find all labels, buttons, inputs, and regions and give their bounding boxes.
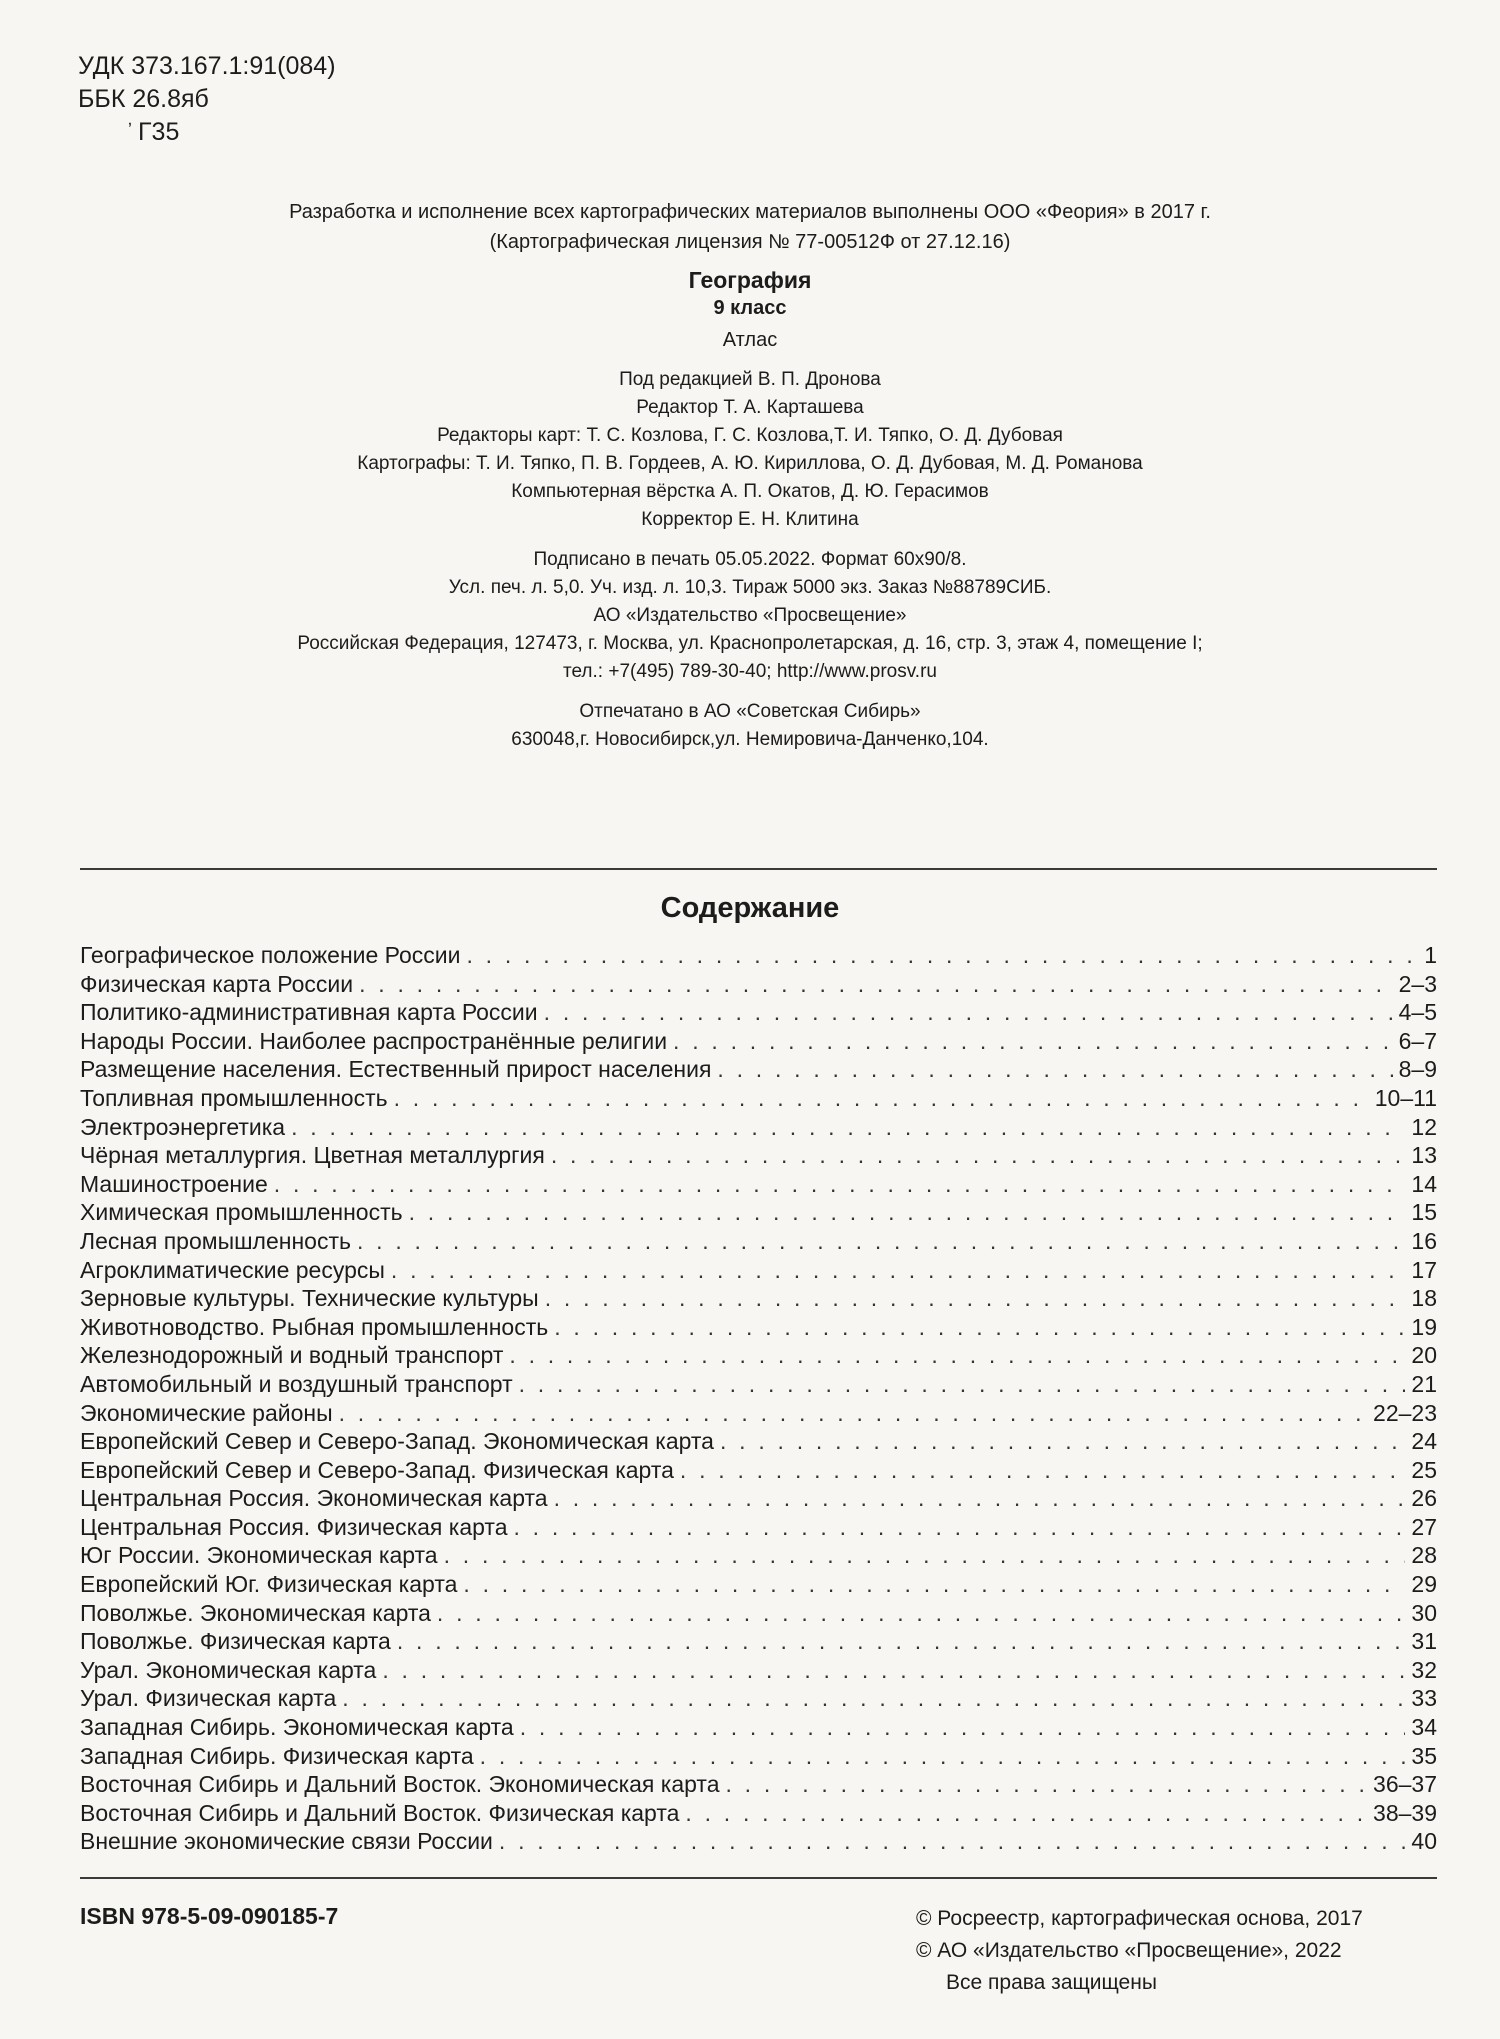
toc-entry-pages: 25	[1411, 1456, 1437, 1483]
toc-entry-label: Центральная Россия. Экономическая карта	[80, 1485, 548, 1512]
toc-entry	[80, 1399, 1437, 1428]
toc-entry	[80, 1541, 1437, 1570]
toc-leader-dots	[467, 941, 1419, 970]
map-editors: Редакторы карт: Т. С. Козлова, Г. С. Козлова,Т. И. Тяпко, О. Д. Дубовая	[437, 425, 1063, 446]
toc-leader-dots	[394, 1084, 1369, 1113]
toc-entry-label: Экономические районы	[80, 1399, 333, 1426]
toc-leader-dots	[519, 1370, 1406, 1399]
toc-entry	[80, 1055, 1437, 1084]
cartographers: Картографы: Т. И. Тяпко, П. В. Гордеев, А. Ю. Кириллова, О. Д. Дубовая, М. Д. Романова	[357, 453, 1143, 474]
toc-entry	[80, 1713, 1437, 1742]
toc-entry-pages: 6–7	[1398, 1027, 1437, 1054]
toc-entry-label: Зерновые культуры. Технические культуры	[80, 1285, 539, 1312]
toc-entry-label: Урал. Экономическая карта	[80, 1656, 377, 1683]
general-editor: Под редакцией В. П. Дронова	[619, 369, 881, 390]
toc-leader-dots	[359, 970, 1393, 999]
toc-entry-pages: 1	[1424, 942, 1437, 968]
toc-entry	[80, 941, 1437, 970]
toc-entry-pages: 13	[1411, 1142, 1437, 1169]
toc-entry-label: Машиностроение	[80, 1170, 268, 1197]
toc-leader-dots	[409, 1198, 1406, 1227]
toc-entry-pages: 2–3	[1398, 970, 1437, 997]
divider-bottom	[80, 1877, 1437, 1879]
toc-leader-dots	[544, 998, 1393, 1027]
toc-entry-label: Внешние экономические связи России	[80, 1828, 493, 1855]
printer-address: 630048,г. Новосибирск,ул. Немировича-Данченко,104.	[511, 729, 989, 750]
toc-entry-label: Железнодорожный и водный транспорт	[80, 1342, 504, 1369]
toc-entry-pages: 31	[1411, 1628, 1437, 1655]
toc-entry-pages: 40	[1411, 1828, 1437, 1855]
toc-entry	[80, 1227, 1437, 1256]
toc-entry-label: Электроэнергетика	[80, 1113, 286, 1140]
toc-entry-label: Поволжье. Экономическая карта	[80, 1599, 431, 1626]
toc-leader-dots	[480, 1742, 1406, 1771]
toc-entry	[80, 970, 1437, 999]
toc-entry	[80, 1170, 1437, 1199]
rights-reserved: Все права защищены	[946, 1971, 1157, 1994]
toc-entry-label: Народы России. Наиболее распространённые религии	[80, 1027, 668, 1054]
book-title: География	[688, 267, 812, 293]
bbk-code: ББК 26.8яб	[78, 85, 209, 113]
toc-entry-pages: 14	[1411, 1170, 1437, 1197]
layout-credits: Компьютерная вёрстка А. П. Окатов, Д. Ю. Герасимов	[511, 481, 989, 502]
toc-entry-pages: 22–23	[1373, 1399, 1437, 1426]
toc-entry-pages: 8–9	[1398, 1056, 1437, 1083]
spacer	[0, 534, 1500, 546]
author-mark-code: Г35	[138, 118, 180, 146]
toc-entry	[80, 1027, 1437, 1056]
toc-leader-dots	[685, 1799, 1367, 1828]
table-of-contents	[80, 941, 1437, 1856]
publisher-contacts: тел.: +7(495) 789-30-40; http://www.prosv.ru	[563, 661, 937, 682]
toc-entry-label: Европейский Север и Северо-Запад. Экономическая карта	[80, 1428, 714, 1455]
publisher-name: АО «Издательство «Просвещение»	[593, 605, 907, 626]
editor: Редактор Т. А. Карташева	[636, 397, 864, 418]
toc-entry-label: Восточная Сибирь и Дальний Восток. Физическая карта	[80, 1799, 680, 1826]
cartography-note: Разработка и исполнение всех картографических материалов выполнены ООО «Феория» в 2017 г.	[289, 201, 1211, 223]
toc-entry-pages: 16	[1411, 1227, 1437, 1254]
toc-leader-dots	[357, 1227, 1405, 1256]
author-mark-sign: ʼ	[128, 120, 132, 140]
toc-leader-dots	[509, 1341, 1405, 1370]
toc-leader-dots	[717, 1055, 1392, 1084]
toc-entry-pages: 17	[1411, 1256, 1437, 1283]
toc-entry-pages: 26	[1411, 1485, 1437, 1512]
toc-entry-label: Западная Сибирь. Физическая карта	[80, 1742, 474, 1769]
toc-entry-label: Политико-административная карта России	[80, 999, 538, 1026]
toc-entry-pages: 32	[1411, 1656, 1437, 1683]
toc-entry	[80, 1513, 1437, 1542]
toc-leader-dots	[342, 1684, 1405, 1713]
toc-entry-pages: 24	[1411, 1428, 1437, 1455]
toc-entry-pages: 27	[1411, 1513, 1437, 1540]
cartography-license: (Картографическая лицензия № 77-00512Ф от 27.12.16)	[489, 231, 1011, 253]
toc-entry	[80, 1570, 1437, 1599]
toc-entry-pages: 30	[1411, 1599, 1437, 1626]
toc-entry	[80, 1141, 1437, 1170]
toc-entry-pages: 19	[1411, 1313, 1437, 1340]
toc-entry-label: Химическая промышленность	[80, 1199, 403, 1226]
toc-entry-pages: 34	[1411, 1714, 1437, 1741]
toc-leader-dots	[551, 1141, 1406, 1170]
toc-entry-label: Восточная Сибирь и Дальний Восток. Экономическая карта	[80, 1771, 720, 1798]
toc-entry-pages: 4–5	[1398, 999, 1437, 1026]
copyright-block	[916, 1903, 1363, 1999]
toc-leader-dots	[554, 1313, 1405, 1342]
toc-entry-pages: 15	[1411, 1199, 1437, 1226]
toc-leader-dots	[520, 1713, 1406, 1742]
toc-leader-dots	[339, 1399, 1367, 1428]
toc-leader-dots	[444, 1541, 1406, 1570]
toc-entry-label: Животноводство. Рыбная промышленность	[80, 1313, 549, 1340]
toc-entry-label: Урал. Физическая карта	[80, 1685, 337, 1712]
toc-entry	[80, 1113, 1437, 1142]
toc-leader-dots	[720, 1427, 1405, 1456]
divider-top	[80, 868, 1437, 870]
toc-leader-dots	[391, 1256, 1406, 1285]
toc-leader-dots	[291, 1113, 1405, 1142]
toc-leader-dots	[499, 1827, 1406, 1856]
book-grade: 9 класс	[713, 297, 787, 319]
toc-entry	[80, 1770, 1437, 1799]
toc-entry	[80, 998, 1437, 1027]
toc-leader-dots	[437, 1599, 1405, 1628]
toc-leader-dots	[274, 1170, 1406, 1199]
publisher-address: Российская Федерация, 127473, г. Москва, ул. Краснопролетарская, д. 16, стр. 3, этаж 4, помещение I;	[297, 633, 1203, 654]
toc-entry	[80, 1084, 1437, 1113]
toc-entry	[80, 1256, 1437, 1285]
toc-entry	[80, 1456, 1437, 1485]
toc-entry	[80, 1742, 1437, 1771]
toc-entry	[80, 1427, 1437, 1456]
toc-entry	[80, 1627, 1437, 1656]
spacer	[0, 686, 1500, 698]
toc-entry	[80, 1827, 1437, 1856]
udk-code: УДК 373.167.1:91(084)	[78, 52, 336, 80]
toc-leader-dots	[673, 1027, 1393, 1056]
toc-entry-pages: 35	[1411, 1742, 1437, 1769]
toc-leader-dots	[397, 1627, 1406, 1656]
toc-leader-dots	[545, 1284, 1406, 1313]
imprint-block	[0, 197, 1500, 754]
toc-entry-pages: 10–11	[1374, 1084, 1437, 1111]
printer-name: Отпечатано в АО «Советская Сибирь»	[579, 701, 921, 722]
toc-entry-pages: 28	[1411, 1542, 1437, 1569]
toc-entry-pages: 38–39	[1373, 1799, 1437, 1826]
toc-entry-label: Лесная промышленность	[80, 1227, 351, 1254]
print-specs: Усл. печ. л. 5,0. Уч. изд. л. 10,3. Тираж 5000 экз. Заказ №88789СИБ.	[448, 577, 1052, 598]
toc-entry	[80, 1313, 1437, 1342]
toc-entry-label: Чёрная металлургия. Цветная металлургия	[80, 1142, 545, 1169]
toc-leader-dots	[514, 1513, 1406, 1542]
toc-entry-pages: 12	[1411, 1113, 1437, 1140]
signed-to-print: Подписано в печать 05.05.2022. Формат 60x90/8.	[533, 549, 967, 570]
toc-leader-dots	[382, 1656, 1405, 1685]
toc-entry-pages: 33	[1411, 1685, 1437, 1712]
proofreader: Корректор Е. Н. Клитина	[641, 509, 859, 530]
toc-entry-label: Европейский Юг. Физическая карта	[80, 1571, 458, 1598]
toc-entry-label: Размещение населения. Естественный прирост населения	[80, 1056, 712, 1083]
toc-entry-pages: 36–37	[1373, 1771, 1437, 1798]
toc-entry-pages: 18	[1411, 1285, 1437, 1312]
toc-entry-label: Центральная Россия. Физическая карта	[80, 1513, 508, 1540]
toc-title: Содержание	[660, 892, 840, 924]
toc-entry-label: Автомобильный и воздушный транспорт	[80, 1370, 513, 1397]
toc-entry-pages: 21	[1411, 1370, 1437, 1397]
toc-entry-label: Поволжье. Физическая карта	[80, 1628, 391, 1655]
toc-entry-pages: 20	[1411, 1342, 1437, 1369]
toc-entry	[80, 1484, 1437, 1513]
toc-entry	[80, 1656, 1437, 1685]
copyright-publisher: © АО «Издательство «Просвещение», 2022	[916, 1939, 1342, 1962]
bibliographic-codes	[78, 50, 336, 149]
toc-leader-dots	[680, 1456, 1406, 1485]
author-mark	[78, 116, 336, 149]
toc-entry	[80, 1799, 1437, 1828]
toc-entry	[80, 1198, 1437, 1227]
toc-entry	[80, 1599, 1437, 1628]
copyright-map: © Росреестр, картографическая основа, 2017	[916, 1907, 1363, 1930]
toc-entry-pages: 29	[1411, 1571, 1437, 1598]
toc-entry	[80, 1284, 1437, 1313]
toc-entry-label: Географическое положение России	[80, 942, 461, 968]
toc-leader-dots	[554, 1484, 1406, 1513]
toc-entry-label: Юг России. Экономическая карта	[80, 1542, 438, 1569]
toc-entry	[80, 1341, 1437, 1370]
toc-entry	[80, 1370, 1437, 1399]
toc-entry-label: Физическая карта России	[80, 970, 354, 997]
toc-leader-dots	[463, 1570, 1405, 1599]
toc-leader-dots	[726, 1770, 1368, 1799]
toc-entry-label: Топливная промышленность	[80, 1084, 388, 1111]
toc-entry-label: Европейский Север и Северо-Запад. Физическая карта	[80, 1456, 674, 1483]
book-kind: Атлас	[722, 329, 778, 351]
isbn: ISBN 978-5-09-090185-7	[80, 1903, 339, 1929]
toc-entry	[80, 1684, 1437, 1713]
toc-entry-label: Агроклиматические ресурсы	[80, 1256, 385, 1283]
toc-entry-label: Западная Сибирь. Экономическая карта	[80, 1714, 514, 1741]
